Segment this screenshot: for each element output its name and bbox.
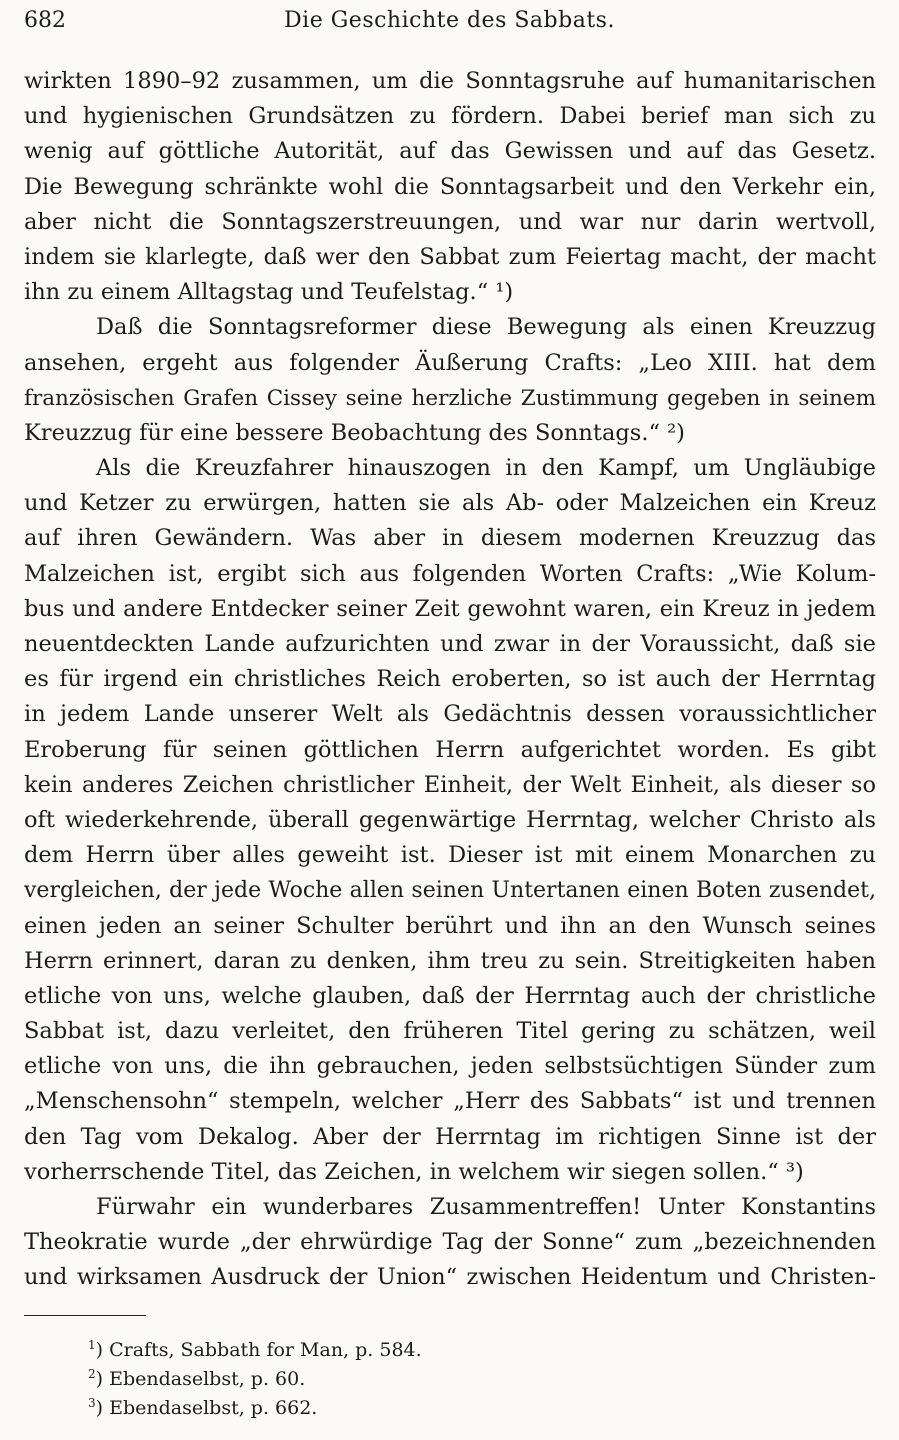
text-line: ansehen, ergeht aus folgender Äußerung Crafts: „Leo XIII. hat dem	[24, 349, 876, 376]
footnote-paren: )	[95, 1339, 110, 1361]
text-line: Eroberung für seinen göttlichen Herrn aufgerichtet worden. Es gibt	[24, 736, 876, 763]
text-line: wenig auf göttliche Autorität, auf das Gewissen und auf das Gesetz.	[24, 138, 876, 165]
text-line: es für irgend ein christliches Reich eroberten, so ist auch der Herrntag	[24, 666, 876, 693]
footnote-text: Ebendaselbst, p. 662.	[109, 1397, 318, 1419]
footnote-paren: )	[95, 1397, 110, 1419]
paragraph-first-line: Fürwahr ein wunderbares Zusammentreffen! Unter Konstantins	[96, 1194, 876, 1220]
text-line: und hygienischen Grundsätzen zu fördern. Dabei berief man sich zu	[24, 103, 876, 130]
footnote-divider	[24, 1315, 146, 1316]
body-text	[24, 64, 876, 1296]
footnote-text: Ebendaselbst, p. 60.	[109, 1368, 306, 1390]
text-line: etliche von uns, die ihn gebrauchen, jeden selbstsüchtigen Sünder zum	[24, 1053, 876, 1080]
text-line: kein anderes Zeichen christlicher Einheit, der Welt Einheit, als dieser so	[24, 771, 876, 798]
text-line: Sabbat ist, dazu verleitet, den früheren Titel gering zu schätzen, weil	[24, 1018, 876, 1045]
footnote-mark: 1	[88, 1338, 96, 1352]
footnote	[88, 1336, 788, 1365]
text-line: wirkten 1890–92 zusammen, um die Sonntagsruhe auf humanitarischen	[24, 68, 876, 94]
text-line: vorherrschende Titel, das Zeichen, in welchem wir siegen sollen.“ ³)	[24, 1158, 804, 1185]
text-line: neuentdeckten Lande aufzurichten und zwar in der Voraussicht, daß sie	[24, 631, 876, 657]
footnote-text: Crafts, Sabbath for Man, p. 584.	[109, 1339, 422, 1361]
text-line: Malzeichen ist, ergibt sich aus folgenden Worten Crafts: „Wie Kolum-	[24, 560, 876, 587]
footnotes	[88, 1336, 788, 1423]
paragraph-first-line: Als die Kreuzfahrer hinauszogen in den Kampf, um Ungläubige	[96, 455, 876, 482]
running-title: Die Geschichte des Sabbats.	[284, 8, 615, 33]
text-line: dem Herrn über alles geweiht ist. Dieser ist mit einem Monarchen zu	[24, 842, 876, 869]
text-line: Herrn erinnert, daran zu denken, ihm treu zu sein. Streitigkeiten haben	[24, 947, 876, 974]
text-line: und wirksamen Ausdruck der Union“ zwischen Heidentum und Christen-	[24, 1264, 876, 1291]
text-line: französischen Grafen Cissey seine herzliche Zustimmung gegeben in seinem	[24, 385, 876, 411]
text-line: etliche von uns, welche glauben, daß der Herrntag auch der christliche	[24, 982, 876, 1009]
text-line: Kreuzzug für eine bessere Beobachtung des Sonntags.“ ²)	[24, 419, 685, 446]
text-line: aber nicht die Sonntagszerstreuungen, und war nur darin wertvoll,	[24, 208, 876, 235]
text-line: bus und andere Entdecker seiner Zeit gewohnt waren, ein Kreuz in jedem	[24, 595, 876, 622]
text-line: „Menschensohn“ stempeln, welcher „Herr des Sabbats“ ist und trennen	[24, 1088, 876, 1115]
text-line: ihn zu einem Alltagstag und Teufelstag.“ ¹)	[24, 279, 514, 306]
text-line: Die Bewegung schränkte wohl die Sonntagsarbeit und den Verkehr ein,	[24, 173, 876, 200]
footnote-paren: )	[95, 1368, 110, 1390]
text-line: in jedem Lande unserer Welt als Gedächtnis dessen voraussichtlicher	[24, 701, 876, 728]
text-line: und Ketzer zu erwürgen, hatten sie als Ab- oder Malzeichen ein Kreuz	[24, 490, 876, 517]
text-line: vergleichen, der jede Woche allen seinen Untertanen einen Boten zusendet,	[24, 878, 876, 904]
paragraph-first-line: Daß die Sonntagsreformer diese Bewegung als einen Kreuzzug	[96, 314, 876, 341]
text-line: den Tag vom Dekalog. Aber der Herrntag im richtigen Sinne ist der	[24, 1123, 876, 1150]
text-line: indem sie klarlegte, daß wer den Sabbat zum Feiertag macht, der macht	[24, 243, 876, 270]
footnote	[88, 1365, 788, 1394]
text-line: Theokratie wurde „der ehrwürdige Tag der Sonne“ zum „bezeichnenden	[24, 1229, 876, 1256]
footnote-mark: 3	[88, 1396, 96, 1410]
footnote	[88, 1394, 788, 1423]
page-number: 682	[24, 8, 66, 33]
footnote-mark: 2	[88, 1367, 96, 1381]
page-header	[24, 6, 875, 36]
text-line: auf ihren Gewändern. Was aber in diesem modernen Kreuzzug das	[24, 525, 876, 552]
text-line: einen jeden an seiner Schulter berührt und ihn an den Wunsch seines	[24, 912, 876, 939]
text-line: oft wiederkehrende, überall gegenwärtige Herrntag, welcher Christo als	[24, 806, 876, 833]
